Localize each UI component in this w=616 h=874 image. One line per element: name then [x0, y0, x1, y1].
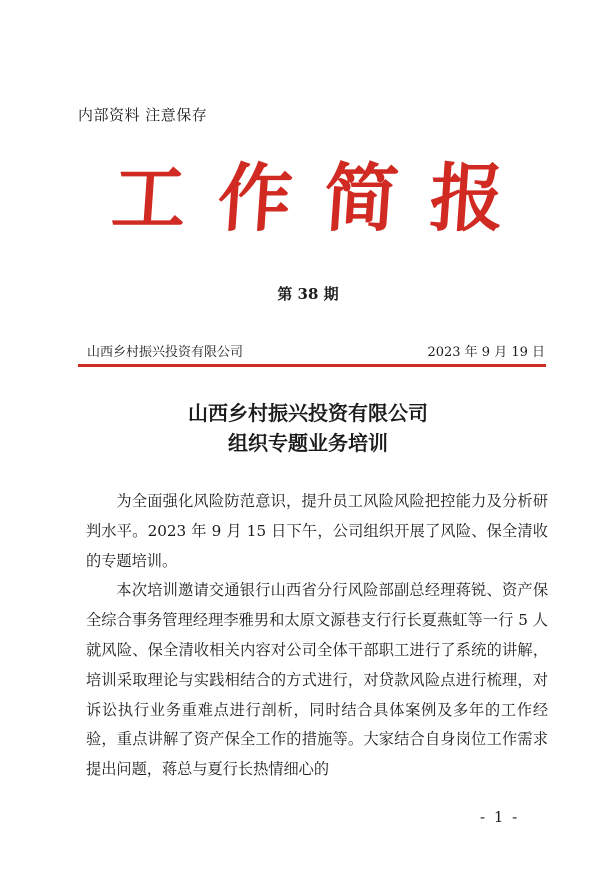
- red-divider-line: [78, 364, 546, 367]
- article-body: [86, 487, 548, 785]
- issuer-date-row: [87, 341, 545, 360]
- body-paragraph: 本次培训邀请交通银行山西省分行风险部副总经理蒋锐、资产保全综合事务管理经理李雅男和太原文源巷支行行长夏燕虹等一行 5 人就风险、保全清收相关内容对公司全体干部职工进行了系统的讲解，培训采取理论与实践相结合的方式进行，对贷款风险点进行梳理，对诉讼执行业务重难点进行剖析，同时结合具体案例及多年的工作经验，重点讲解了资产保全工作的措施等。大家结合自身岗位工作需求提出问题，蒋总与夏行长热情细心的: [86, 581, 548, 779]
- masthead-title: 工作简报: [108, 156, 540, 242]
- issue-date: 2023 年 9 月 19 日: [427, 345, 545, 360]
- article-title-line-2: 组织专题业务培训: [228, 431, 388, 455]
- article-title-line-1: 山西乡村振兴投资有限公司: [188, 401, 428, 425]
- classification-label: 内部资料 注意保存: [78, 106, 208, 124]
- page-number: - 1 -: [480, 808, 520, 826]
- article-title: [0, 398, 616, 458]
- issue-number: 第 38 期: [277, 285, 339, 303]
- issuer-name: 山西乡村振兴投资有限公司: [87, 345, 244, 360]
- body-paragraph: 为全面强化风险防范意识，提升员工风险风险把控能力及分析研判水平。2023 年 9 月 15 日下午，公司组织开展了风险、保全清收的专题培训。: [86, 492, 548, 570]
